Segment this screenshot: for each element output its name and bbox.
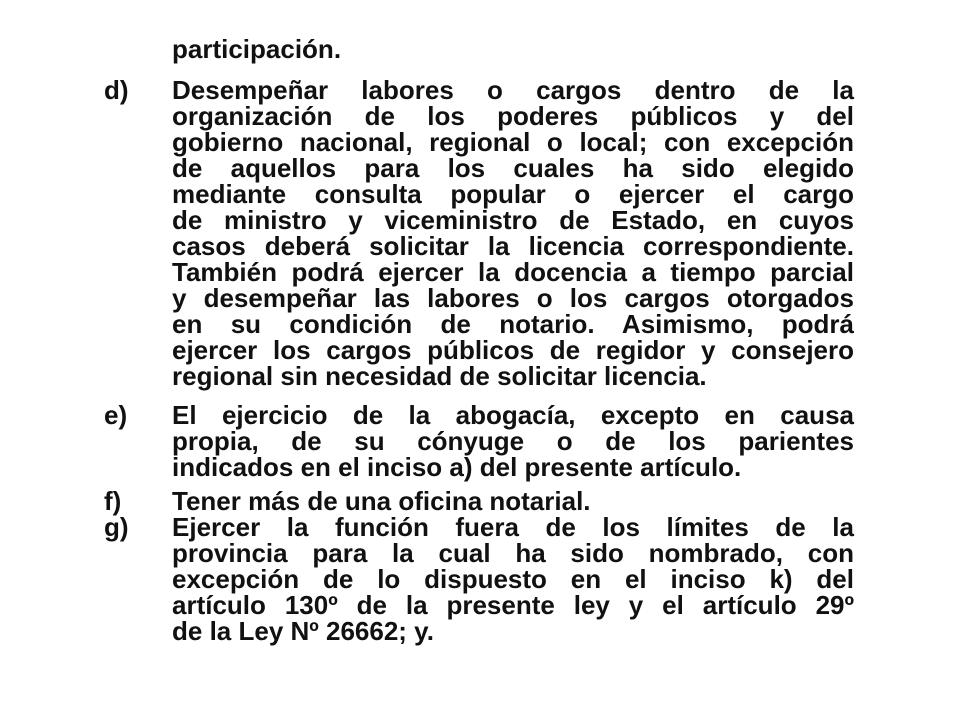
item-f-text: Tener más de una oficina notarial. (172, 486, 591, 516)
item-d-text: También podrá ejercer la docencia a tiempo parcial (172, 257, 854, 287)
item-d-line-12 (0, 361, 960, 391)
item-d-text: de aquellos para los cuales ha sido elegido (172, 153, 854, 183)
item-g-line-5 (0, 616, 960, 646)
item-d-text: gobierno nacional, regional o local; con excepción (172, 127, 854, 157)
item-d-text: regional sin necesidad de solicitar licencia. (172, 361, 707, 391)
item-d-text: Desempeñar labores o cargos dentro de la (172, 75, 854, 105)
item-e-line-3 (0, 452, 960, 482)
item-d-text: de ministro y viceministro de Estado, en cuyos (172, 205, 854, 235)
item-d-label: d) (104, 75, 129, 105)
item-g-text: excepción de lo dispuesto en el inciso k) del (172, 564, 854, 594)
item-d-text: y desempeñar las labores o los cargos otorgados (172, 283, 854, 313)
item-e-text: El ejercicio de la abogacía, excepto en causa (172, 400, 854, 430)
item-d-text: mediante consulta popular o ejercer el cargo (172, 179, 854, 209)
item-e-text: propia, de su cónyuge o de los parientes (172, 426, 854, 456)
fragment-line (0, 34, 960, 68)
item-d-text: casos deberá solicitar la licencia correspondiente. (172, 231, 854, 261)
item-e-label: e) (104, 400, 128, 430)
item-g-text: de la Ley Nº 26662; y. (172, 616, 434, 646)
item-g-text: provincia para la cual ha sido nombrado, con (172, 538, 854, 568)
item-e-text: indicados en el inciso a) del presente artículo. (172, 452, 742, 482)
item-f-label: f) (104, 486, 122, 516)
item-d-text: organización de los poderes públicos y del (172, 101, 854, 131)
item-g-text: artículo 130º de la presente ley y el artículo 29º (172, 590, 854, 620)
item-d-text: ejercer los cargos públicos de regidor y consejero (172, 335, 854, 365)
item-g-label: g) (104, 512, 129, 542)
item-g-text: Ejercer la función fuera de los límites de la (172, 512, 854, 542)
fragment-text: participación. (172, 34, 342, 64)
item-d-text: en su condición de notario. Asimismo, podrá (172, 309, 854, 339)
